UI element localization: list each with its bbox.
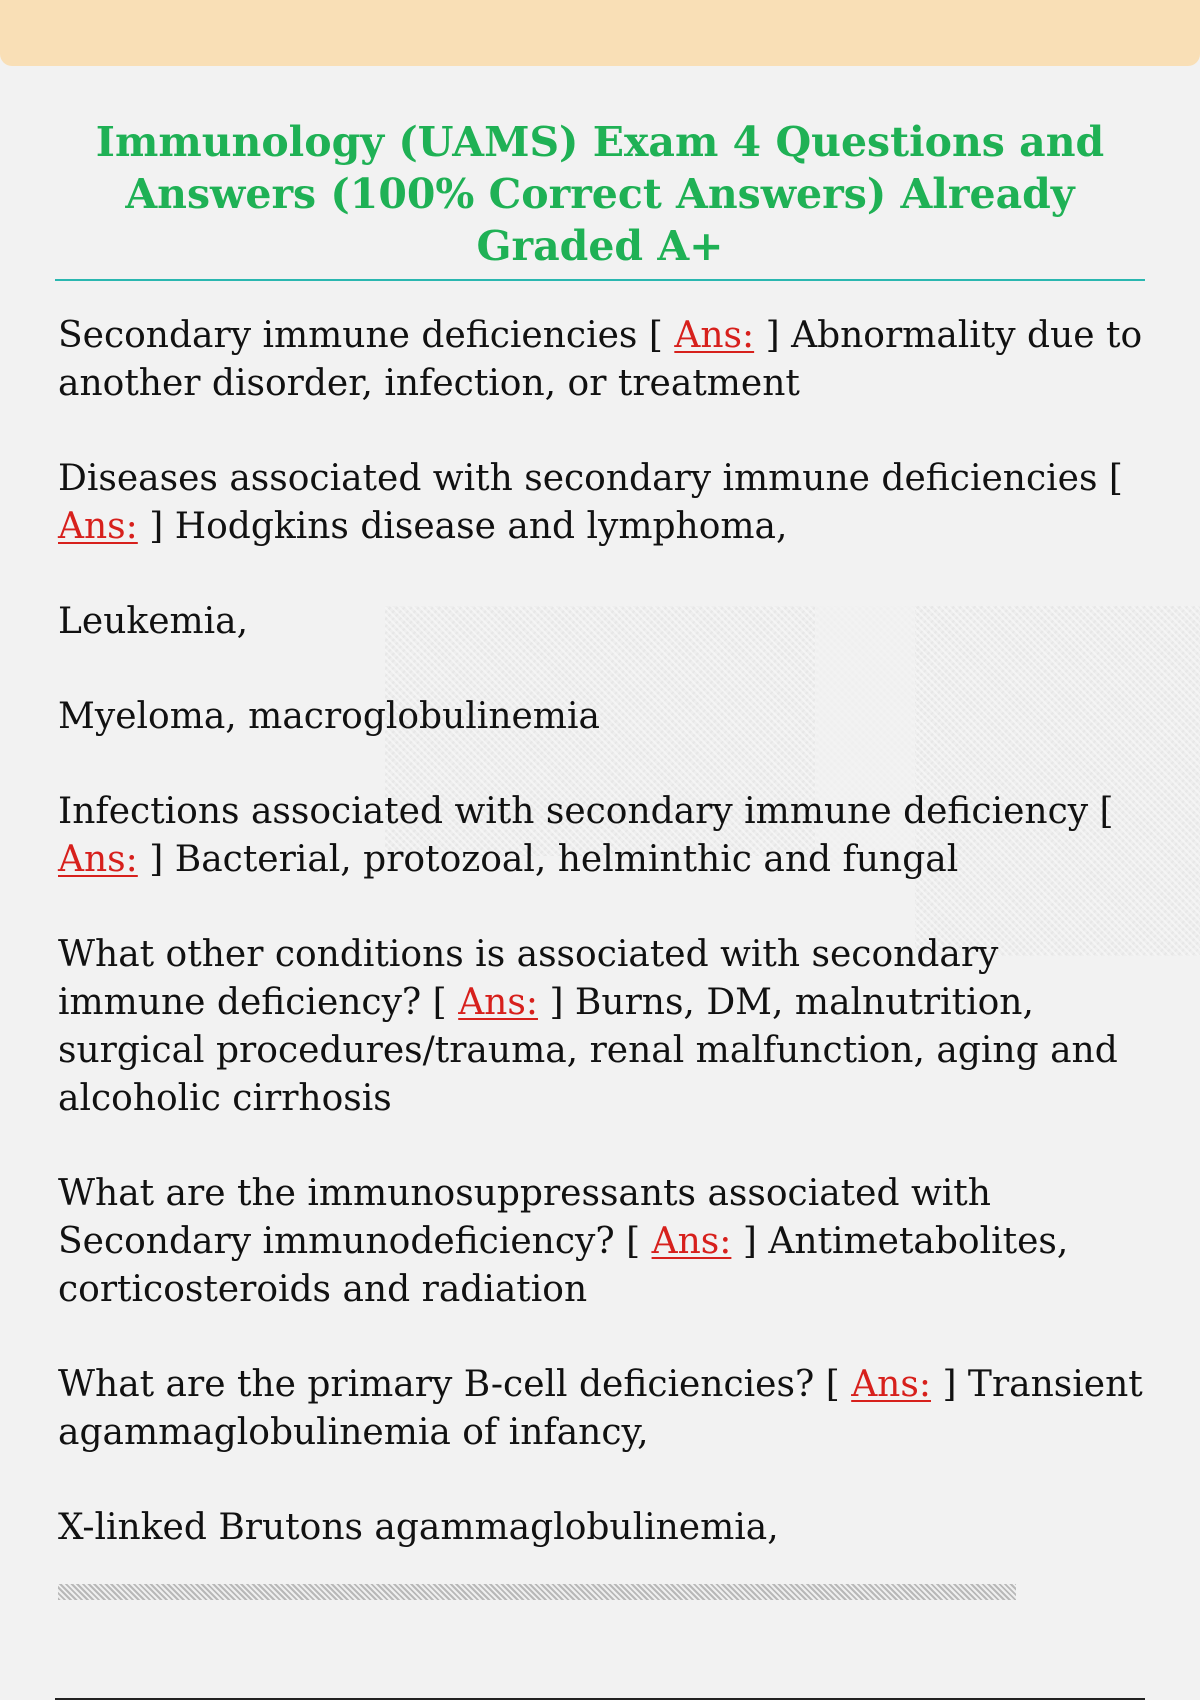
document-page [0, 66, 1200, 1700]
question-text: What are the immunosuppressants associated with Secondary immunodeficiency? [ [58, 1173, 991, 1262]
answer-label: Ans: [458, 982, 538, 1023]
answer-text: ] Antimetabolites, corticosteroids and radiation [58, 1221, 1069, 1310]
qa-item [58, 312, 1148, 408]
title-divider [55, 279, 1145, 281]
answer-continuation: Myeloma, macroglobulinemia [58, 696, 600, 737]
qa-item [58, 931, 1148, 1123]
question-text: Secondary immune deficiencies [ [58, 315, 663, 356]
qa-item [58, 455, 1148, 551]
answer-text: ] Burns, DM, malnutrition, surgical procedures/trauma, renal malfunction, aging and alcoholic cirrhosis [58, 982, 1118, 1119]
answer-continuation: Leukemia, [58, 601, 249, 642]
redacted-text-bar [58, 1584, 1016, 1600]
answer-text: ] Hodgkins disease and lymphoma, [149, 506, 788, 547]
answer-label: Ans: [58, 839, 138, 880]
top-banner [0, 0, 1200, 66]
qa-item [58, 1170, 1148, 1314]
question-text: Infections associated with secondary immune deficiency [ [58, 791, 1114, 832]
answer-text: ] Transient agammaglobulinemia of infancy, [58, 1364, 1143, 1453]
answer-label: Ans: [651, 1221, 732, 1262]
answer-label: Ans: [851, 1364, 931, 1405]
qa-list [58, 312, 1148, 1599]
document-title: Immunology (UAMS) Exam 4 Questions and Answers (100% Correct Answers) Already Graded A+ [95, 118, 1105, 270]
answer-label: Ans: [58, 506, 138, 547]
answer-text: ] Bacterial, protozoal, helminthic and fungal [149, 839, 959, 880]
answer-label: Ans: [674, 315, 755, 356]
qa-item [58, 1361, 1148, 1457]
question-text: Diseases associated with secondary immune deficiencies [ [58, 458, 1123, 499]
question-text: What are the primary B-cell deficiencies? [ [58, 1364, 840, 1405]
answer-text: ] Abnormality due to another disorder, infection, or treatment [58, 315, 1143, 404]
qa-item [58, 788, 1148, 884]
answer-continuation: X-linked Brutons agammaglobulinemia, [58, 1507, 779, 1548]
question-text: What other conditions is associated with secondary immune deficiency? [ [58, 934, 999, 1023]
